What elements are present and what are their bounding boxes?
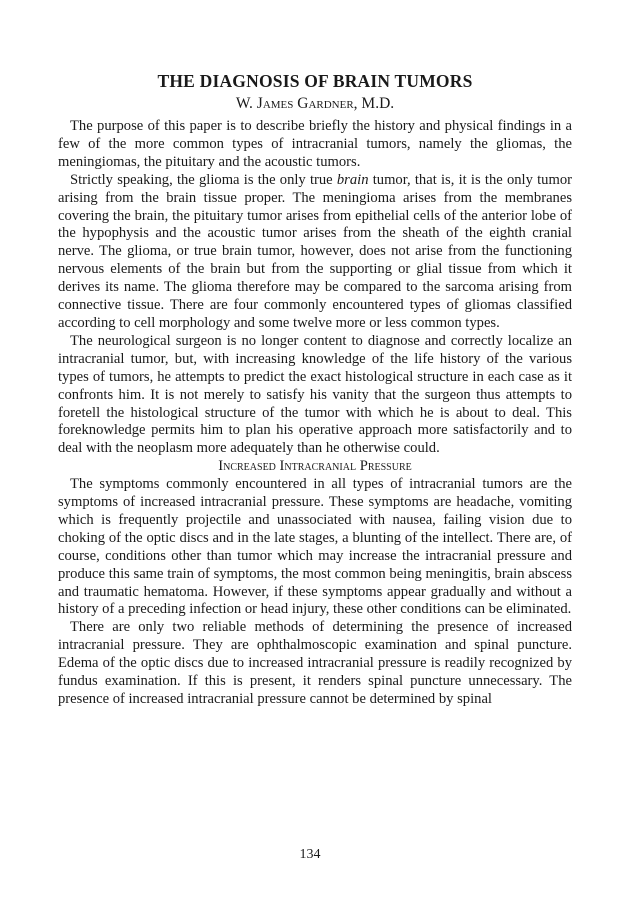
page-number: 134 <box>299 847 321 862</box>
paragraph-methods <box>58 619 572 709</box>
paragraph-purpose-text: The purpose of this paper is to describe briefly the history and physical findings in a few of the more common types of intracranial tumors, namely the gliomas, the meningiomas, the pituitary and the acoustic tumors. <box>58 118 572 170</box>
paragraph-glioma-definition <box>58 172 572 333</box>
paragraph-methods-text: There are only two reliable methods of determining the presence of increased intracranial pressure. They are ophthalmoscopic examination and spinal puncture. Edema of the optic discs due to increased intracranial pressure is readily recognized by fundus examination. If this is present, it renders spinal puncture unnecessary. The presence of increased intracranial pressure cannot be determined by spinal <box>58 619 572 707</box>
paragraph-glioma-text-b: tumor, that is, it is the only tumor arising from the brain tissue proper. The meningioma arises from the membranes covering the brain, the pituitary tumor arises from epithelial cells of the anterior lobe of the hypophysis and the acoustic tumor arises from the sheath of the eighth cranial nerve. The glioma, or true brain tumor, however, does not arise from the functioning nervous elements of the brain but from the supporting or glial tissue from which it derives its name. The glioma therefore may be compared to the sarcoma arising from connective tissue. There are four commonly encountered types of gliomas classified according to cell morphology and some twelve more or less common types. <box>58 171 572 331</box>
emphasis-brain: brain <box>336 171 369 188</box>
paragraph-symptoms-text: The symptoms commonly encountered in all types of intracranial tumors are the symptoms of increased intracranial pressure. These symptoms are headache, vomiting which is frequently projectile and unassociated with nausea, failing vision due to choking of the optic discs and in the late stages, a blunting of the intellect. There are, of course, conditions other than tumor which may increase the intracranial pressure and produce this same train of symptoms, the most common being meningitis, brain abscess and traumatic hematoma. However, if these symptoms appear gradually and without a history of a preceding infection or head injury, these other conditions can be eliminated. <box>58 476 572 618</box>
paragraph-glioma-text-a: Strictly speaking, the glioma is the only true <box>70 171 337 188</box>
article-title: THE DIAGNOSIS OF BRAIN TUMORS <box>157 71 473 91</box>
section-heading-intracranial-pressure: Increased Intracranial Pressure <box>218 458 412 475</box>
article-author: W. James Gardner, M.D. <box>235 95 395 112</box>
paragraph-neurological-surgeon <box>58 333 572 458</box>
paragraph-purpose <box>58 118 572 172</box>
paragraph-symptoms <box>58 476 572 619</box>
article-page <box>58 70 572 709</box>
paragraph-neurological-surgeon-text: The neurological surgeon is no longer content to diagnose and correctly localize an intracranial tumor, but, with increasing knowledge of the life history of the various types of tumors, he attempts to predict the exact histological structure in each case as it confronts him. It is not merely to satisfy his vanity that the surgeon thus attempts to foretell the histological structure of the tumor with which he is about to deal. This foreknowledge permits him to plan his operative approach more satisfactorily and to deal with the neoplasm more adequately than he otherwise could. <box>58 332 572 457</box>
